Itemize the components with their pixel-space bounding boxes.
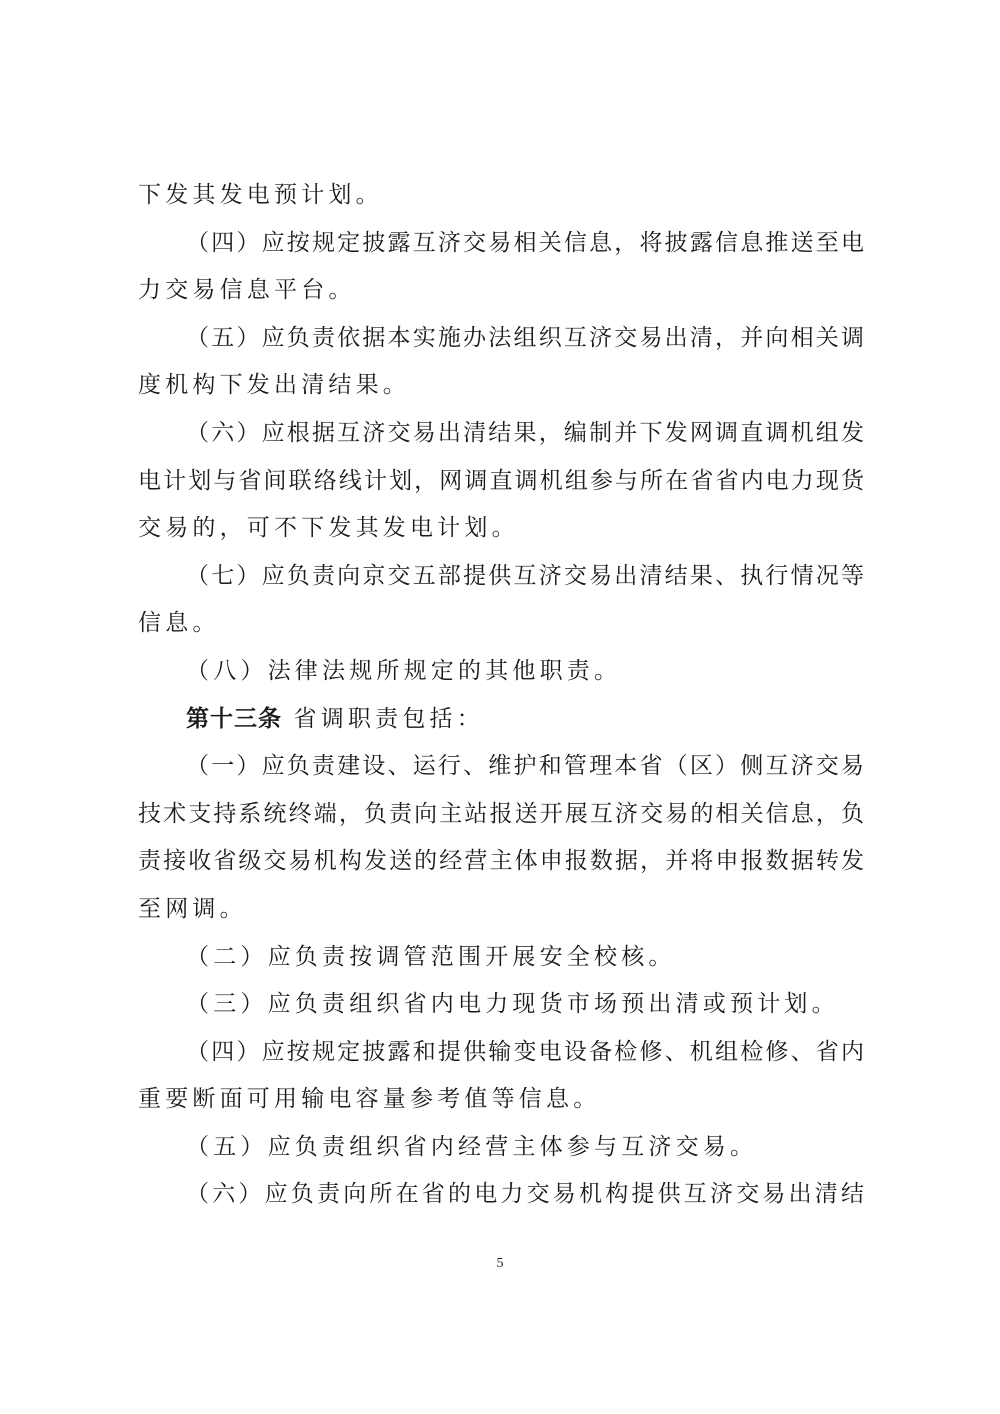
document-body: [138, 172, 864, 1219]
article-label: 第十三条: [186, 705, 282, 732]
paragraph-line: （四）应按规定披露互济交易相关信息，将披露信息推送至电: [186, 229, 864, 256]
paragraph-line: （八）法律法规所规定的其他职责。: [186, 657, 622, 684]
paragraph-line: 技术支持系统终端，负责向主站报送开展互济交易的相关信息，负: [138, 800, 864, 827]
paragraph-line: （六）应根据互济交易出清结果，编制并下发网调直调机组发: [186, 419, 864, 446]
paragraph-line: （六）应负责向所在省的电力交易机构提供互济交易出清结: [186, 1181, 864, 1208]
paragraph-line: 下发其发电预计划。: [138, 182, 383, 208]
paragraph-line: （五）应负责依据本实施办法组织互济交易出清，并向相关调: [186, 324, 864, 351]
article-text: 省调职责包括：: [293, 705, 484, 732]
paragraph-line: （一）应负责建设、运行、维护和管理本省（区）侧互济交易: [186, 753, 864, 780]
paragraph-line: （五）应负责组织省内经营主体参与互济交易。: [186, 1133, 758, 1160]
paragraph-line: （二）应负责按调管范围开展安全校核。: [186, 943, 676, 970]
paragraph-line: （七）应负责向京交五部提供互济交易出清结果、执行情况等: [186, 562, 864, 589]
article-heading: [138, 696, 864, 744]
paragraph-line: （三）应负责组织省内电力现货市场预出清或预计划。: [186, 991, 839, 1018]
paragraph-line: 电计划与省间联络线计划，网调直调机组参与所在省省内电力现货: [138, 467, 864, 494]
paragraph-line: 力交易信息平台。: [138, 277, 356, 304]
paragraph-line: （四）应按规定披露和提供输变电设备检修、机组检修、省内: [186, 1038, 864, 1065]
page-number: 5: [496, 1256, 504, 1271]
paragraph-line: 责接收省级交易机构发送的经营主体申报数据，并将申报数据转发: [138, 848, 864, 875]
paragraph-line: 重要断面可用输电容量参考值等信息。: [138, 1086, 601, 1113]
paragraph-line: 度机构下发出清结果。: [138, 372, 410, 399]
paragraph-line: 信息。: [138, 610, 220, 637]
paragraph-line: 交易的，可不下发其发电计划。: [138, 515, 519, 542]
paragraph-line: 至网调。: [138, 895, 247, 922]
